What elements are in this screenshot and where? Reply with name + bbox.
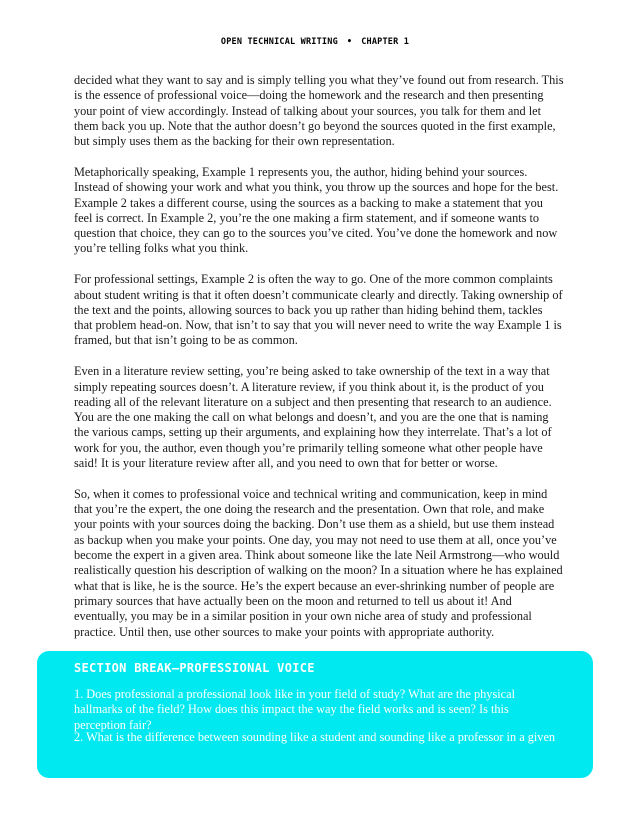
- running-head-book: OPEN TECHNICAL WRITING: [220, 37, 338, 47]
- running-head-chapter: CHAPTER 1: [361, 37, 410, 47]
- section-question-2: 2. What is the difference between sounding like a student and sounding like a professor in a given: [74, 730, 556, 744]
- section-break-box: [37, 651, 593, 778]
- body-text: [74, 73, 564, 655]
- paragraph-4: Even in a literature review setting, you’re being asked to take ownership of the text in a way that simply repeating sources doesn’t. A literature review, if you think about it, is the product of you reading all of the relevant literature on a subject and then presenting that research to an audience. You are the one making the call on what belongs and doesn’t, and you are the one that is naming the various camps, setting up their arguments, and explaining how they interrelate. That’s a lot of work for you, the author, even though you’re primarily telling someone what other people have said! It is your literature review after all, and you need to own that for better or worse.: [74, 364, 552, 471]
- paragraph-1: decided what they want to say and is simply telling you what they’ve found out from research. This is the essence of professional voice—doing the homework and the research and then presenting your point of view accordingly. Instead of talking about your sources, you talk for them and let them back you up. Note that the author doesn’t go beyond the sources quoted in the first example, but simply uses them as the backing for their own representation.: [74, 73, 564, 149]
- running-head-separator: •: [346, 37, 353, 47]
- section-break-title: SECTION BREAK—PROFESSIONAL VOICE: [74, 661, 315, 675]
- paragraph-5: So, when it comes to professional voice and technical writing and communication, keep in mind that you’re the expert, the one doing the research and the presentation. Own that role, and make your points with your sources doing the backing. Don’t use them as a shield, but use them instead as backup when you make your points. One day, you may not need to use them at all, once you’ve become the expert in a given area. Think about someone like the late Neil Armstrong—who would realistically question his description of walking on the moon? In a situation where he has explained what that is like, he is the source. He’s the expert because an ever-shrinking number of people are primary sources that have actually been on the moon and returned to tell us about it! And eventually, you may be in a similar position in your own niche area of study and professional practice. Until then, use other sources to make your points with appropriate authority.: [74, 486, 563, 639]
- running-head: [0, 37, 630, 47]
- section-question-1: 1. Does professional a professional look like in your field of study? What are the physical hallmarks of the field? How does this impact the way the field works and is seen? Is this perception fair?: [74, 687, 515, 732]
- paragraph-3: For professional settings, Example 2 is often the way to go. One of the more common complaints about student writing is that it often doesn’t communicate clearly and directly. Taking ownership of the text and the points, allowing sources to back you up rather than hiding behind them, tackles that problem head-on. Now, that isn’t to say that you will never need to write the way Example 1 is framed, but that isn’t going to be as common.: [74, 272, 563, 348]
- paragraph-2: Metaphorically speaking, Example 1 represents you, the author, hiding behind your sources. Instead of showing your work and what you think, you throw up the sources and hope for the best. Example 2 takes a different course, using the sources as a backing to make a statement that you feel is correct. In Example 2, you’re the one making a firm statement, and if someone wants to question that choice, they can go to the sources you’ve cited. You’ve done the homework and now you’re telling folks what you think.: [74, 164, 559, 256]
